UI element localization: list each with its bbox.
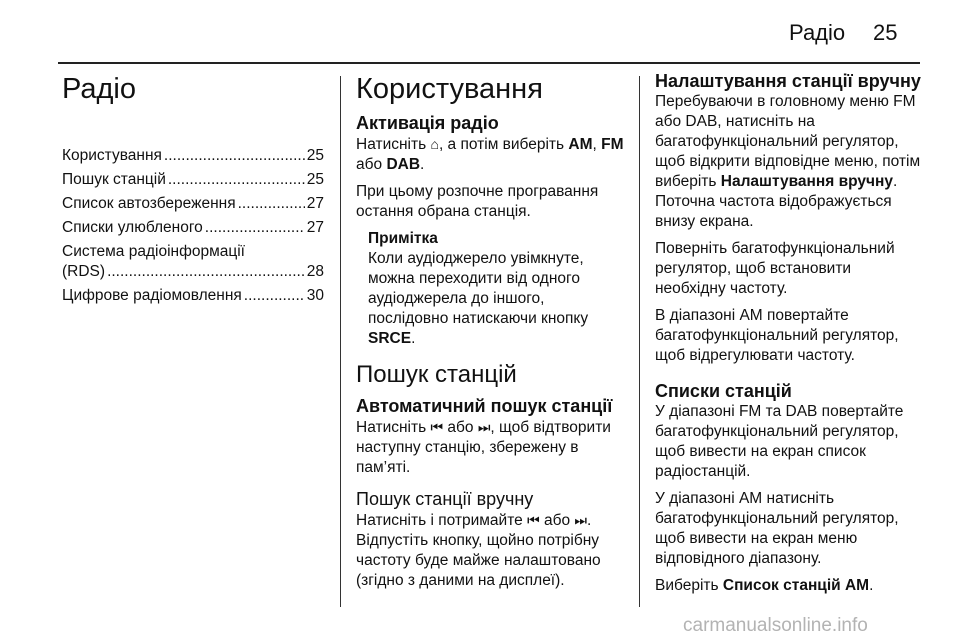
chapter-title: Радіо <box>62 73 137 105</box>
paragraph-lists-2: У діапазоні AM натисніть багатофункціональний регулятор, щоб вивести на екран меню відповідного діапазону. <box>655 490 899 567</box>
header-title: Радіо <box>789 20 846 45</box>
paragraph-tune-2: Поверніть багатофункціональний регулятор, щоб встановити необхідну частоту. <box>655 240 895 297</box>
paragraph-tune-1: Перебуваючи в головному меню FM або DAB, натисніть на багатофункціональний регулятор, щоб відкрити відповідне меню, потім виберіть Налаштування вручну. Поточна частота відображується внизу екрана. <box>655 93 921 230</box>
toc-leader <box>205 218 305 238</box>
content-column-2 <box>356 70 626 598</box>
column-divider-2 <box>639 76 640 607</box>
paragraph-lists-1: У діапазоні FM та DAB повертайте багатофункціональний регулятор, щоб вивести на екран список радіостанцій. <box>655 403 904 480</box>
toc-item-label: Користування <box>62 147 162 164</box>
toc-leader <box>164 146 305 166</box>
content-column-3 <box>655 70 925 603</box>
toc-leader <box>238 194 305 214</box>
toc-item-usage[interactable] <box>62 146 324 166</box>
toc-leader <box>107 262 305 282</box>
paragraph-manual-search: Натисніть і потримайте ⏮ або ⏭. Відпустіть кнопку, щойно потрібну частоту буде майже налаштовано (згідно з даними на дисплеї). <box>356 512 601 589</box>
paragraph-activation-2: При цьому розпочне програвання остання обрана станція. <box>356 183 599 220</box>
toc-leader <box>168 170 305 190</box>
toc-item-search[interactable] <box>62 170 324 190</box>
note-box <box>368 229 626 349</box>
watermark: carmanualsonline.info <box>683 615 868 636</box>
skip-previous-icon: ⏮ <box>430 419 444 435</box>
paragraph-lists-3: Виберіть Список станцій AM. <box>655 577 874 594</box>
toc-item-page: 27 <box>306 195 324 212</box>
note-text: Коли аудіоджерело увімкнуте, можна переходити від одного аудіоджерела до іншого, послідовно натискаючи кнопку SRCE. <box>368 250 589 347</box>
skip-previous-icon: ⏮ <box>527 512 540 528</box>
toc-item-page: 27 <box>306 219 324 236</box>
toc-item-label-cont: (RDS) <box>62 263 106 280</box>
page-number: 25 <box>873 20 898 45</box>
paragraph-activation: Натисніть ⌂, а потім виберіть AM, FM або DAB. <box>356 136 624 173</box>
toc-item-label: Пошук станцій <box>62 171 166 188</box>
skip-next-icon: ⏭ <box>574 512 588 528</box>
toc-item-dab[interactable] <box>62 286 324 306</box>
toc-item-label: Цифрове радіомовлення <box>62 287 242 304</box>
heading-auto-search: Автоматичний пошук станції <box>356 396 613 416</box>
toc-item-autostore[interactable] <box>62 194 324 214</box>
toc-item-favourites[interactable] <box>62 218 324 238</box>
toc-item-page: 25 <box>306 171 324 188</box>
note-title: Примітка <box>368 230 438 247</box>
paragraph-auto-search: Натисніть ⏮ або ⏭, щоб відтворити наступну станцію, збережену в пам’яті. <box>356 419 611 476</box>
toc-item-label: Список автозбереження <box>62 195 236 212</box>
section-heading-search: Пошук станцій <box>356 361 517 388</box>
heading-activation: Активація радіо <box>356 113 499 133</box>
heading-station-lists: Списки станцій <box>655 381 792 401</box>
column-divider-1 <box>340 76 341 607</box>
toc-leader <box>244 286 305 306</box>
paragraph-tune-3: В діапазоні AM повертайте багатофункціональний регулятор, щоб відрегулювати частоту. <box>655 307 899 364</box>
toc-item-label: Списки улюбленого <box>62 219 203 236</box>
header-rule <box>58 62 920 64</box>
heading-manual-search: Пошук станції вручну <box>356 489 534 509</box>
toc-item-page: 30 <box>306 287 324 304</box>
toc-item-label: Система радіоінформації <box>62 243 245 260</box>
heading-manual-tune: Налаштування станції вручну <box>655 71 921 91</box>
section-heading-usage: Користування <box>356 73 543 105</box>
toc-item-page: 28 <box>306 263 324 280</box>
toc-item-page: 25 <box>306 147 324 164</box>
toc-column <box>62 70 324 310</box>
skip-next-icon: ⏭ <box>477 419 491 435</box>
home-icon: ⌂ <box>430 136 439 152</box>
toc-item-rds[interactable] <box>62 242 324 282</box>
